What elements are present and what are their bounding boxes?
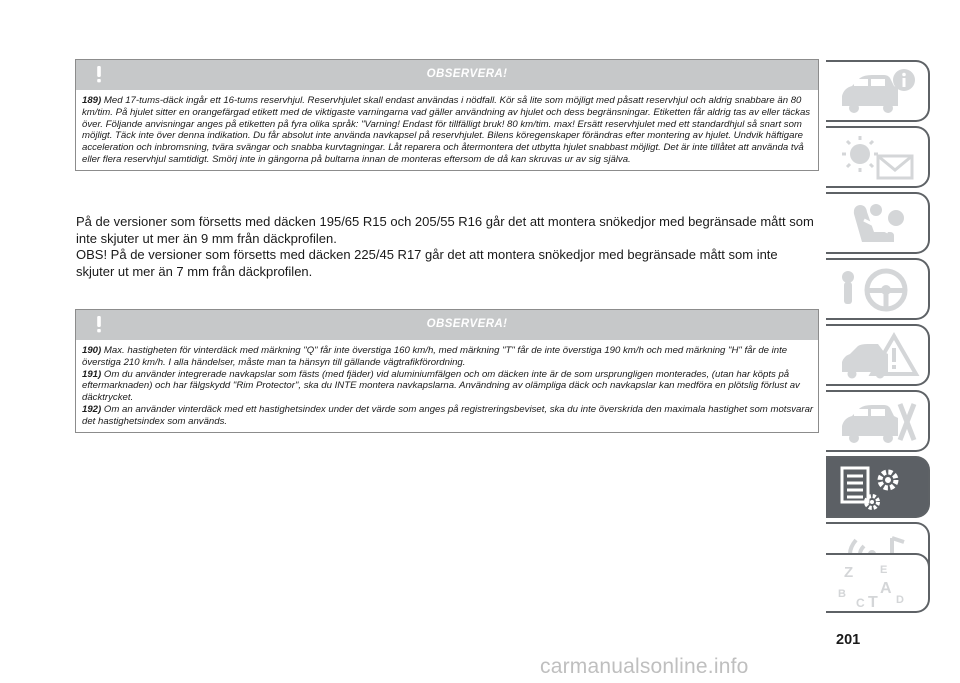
- svg-text:D: D: [896, 594, 904, 606]
- warning-box-header: [76, 60, 818, 90]
- technical-data-icon: [834, 462, 922, 514]
- note-text: Om an använder vinterdäck med ett hastighetsindex under det värde som anges på registreringsbeviset, ska du inte överskrida den maximala hastighet som motsvarar det hastighetsindex som används.: [82, 403, 814, 427]
- note-number: 192): [82, 403, 102, 415]
- note-item: [82, 95, 814, 166]
- warning-body: [76, 90, 818, 170]
- paragraph: På de versioner som försetts med däcken 195/65 R15 och 205/55 R16 går det att montera snökedjor med begränsade mått som inte skjuter ut mer än 9 mm från däckprofilen.: [76, 214, 814, 246]
- svg-text:Z: Z: [844, 564, 854, 581]
- warning-title: OBSERVERA!: [426, 318, 508, 330]
- warning-box-header: [76, 310, 818, 340]
- note-text: Med 17-tums-däck ingår ett 16-tums reservhjul. Reservhjulet skall endast användas i nödfall. Kör så lite som möjligt med påsatt reservhjul och aldrig snabbare än 80 km/tim. På hjulet sitter en orangefärgad etikett med de viktigaste varningarna vad gäller användning av hjulet och dess begränsningar. Etiketten får aldrig tas av eller täckas över. Följande anvisningar anges på etiketten på fyra olika språk: "Varning! Endast för tillfälligt bruk! 80 km/tim. max! Ersätt reservhjulet med ett standardhjul så snart som möjligt. Täck inte över denna indikation. Du får absolut inte använda navkapsel på reservhjulet. Bilens köregenskaper förändras efter montering av hjulet. Undvik häftigare acceleration och inbromsning, tvära svängar och snabba kurvtagningar. Låt reparera och återmontera det utbytta hjulet snabbast möjligt. Det är inte tillåtet att använda två eller flera reservhjul samtidigt. Smörj inte in gängorna på bultarna innan de monteras eftersom de då kan skruvas ur av sig själva.: [82, 95, 811, 165]
- svg-text:C: C: [856, 596, 865, 610]
- note-number: 189): [82, 95, 102, 106]
- warning-box-1: [75, 59, 819, 171]
- car-info-icon: [834, 66, 922, 118]
- tab-emergency[interactable]: [826, 324, 930, 386]
- note-item: [82, 345, 814, 369]
- alphabetical-index-icon: [834, 559, 922, 611]
- note-number: 191): [82, 368, 102, 380]
- watermark: carmanualsonline.info: [540, 655, 749, 678]
- note-text: Max. hastigheten för vinterdäck med märkning "Q" får inte överstiga 160 km/h, med märkning "T" får de inte överstiga 190 km/h och med märkning "H" får de inte överstiga 210 km/h. I alla händelser, måste man ta hänsyn till gällande vägtrafikförordning.: [82, 345, 788, 368]
- tab-technical-data[interactable]: [826, 456, 930, 518]
- tab-index[interactable]: [826, 553, 930, 613]
- emergency-triangle-icon: [834, 330, 922, 382]
- body-text: [76, 214, 816, 280]
- warning-title: OBSERVERA!: [426, 68, 508, 80]
- warning-body: [76, 340, 818, 432]
- note-text: Om du använder integrerade navkapslar som fästs (med fjäder) vid aluminiumfälgen och om däcken inte är de som ursprungligen monterades, (utan har köpts på eftermarknaden) och har fälgskydd "Rim Protector", ska du INTE montera navkapslarna. Användning av olämpliga däck och navkapslar kan medföra en plötslig förlust av däcktrycket.: [82, 368, 800, 404]
- warning-light-message-icon: [834, 132, 922, 184]
- svg-text:A: A: [880, 580, 892, 597]
- tab-safety[interactable]: [826, 192, 930, 254]
- tab-maintenance[interactable]: [826, 390, 930, 452]
- page-number: 201: [836, 632, 861, 648]
- seat-airbag-icon: [834, 198, 922, 250]
- note-number: 190): [82, 345, 102, 356]
- svg-text:B: B: [838, 588, 846, 600]
- tab-warning-lights[interactable]: [826, 126, 930, 188]
- car-maintenance-icon: [834, 396, 922, 448]
- note-item: [82, 404, 814, 428]
- svg-text:T: T: [868, 594, 878, 611]
- paragraph: OBS! På de versioner som försetts med däcken 225/45 R17 går det att montera snökedjor med begränsade mått som inte skjuter ut mer än 7 mm från däckprofilen.: [76, 247, 778, 279]
- svg-text:E: E: [880, 564, 888, 576]
- tab-car-info[interactable]: [826, 60, 930, 122]
- note-item: [82, 369, 814, 404]
- key-steering-wheel-icon: [834, 264, 922, 316]
- warning-box-2: [75, 309, 819, 433]
- tab-starting-driving[interactable]: [826, 258, 930, 320]
